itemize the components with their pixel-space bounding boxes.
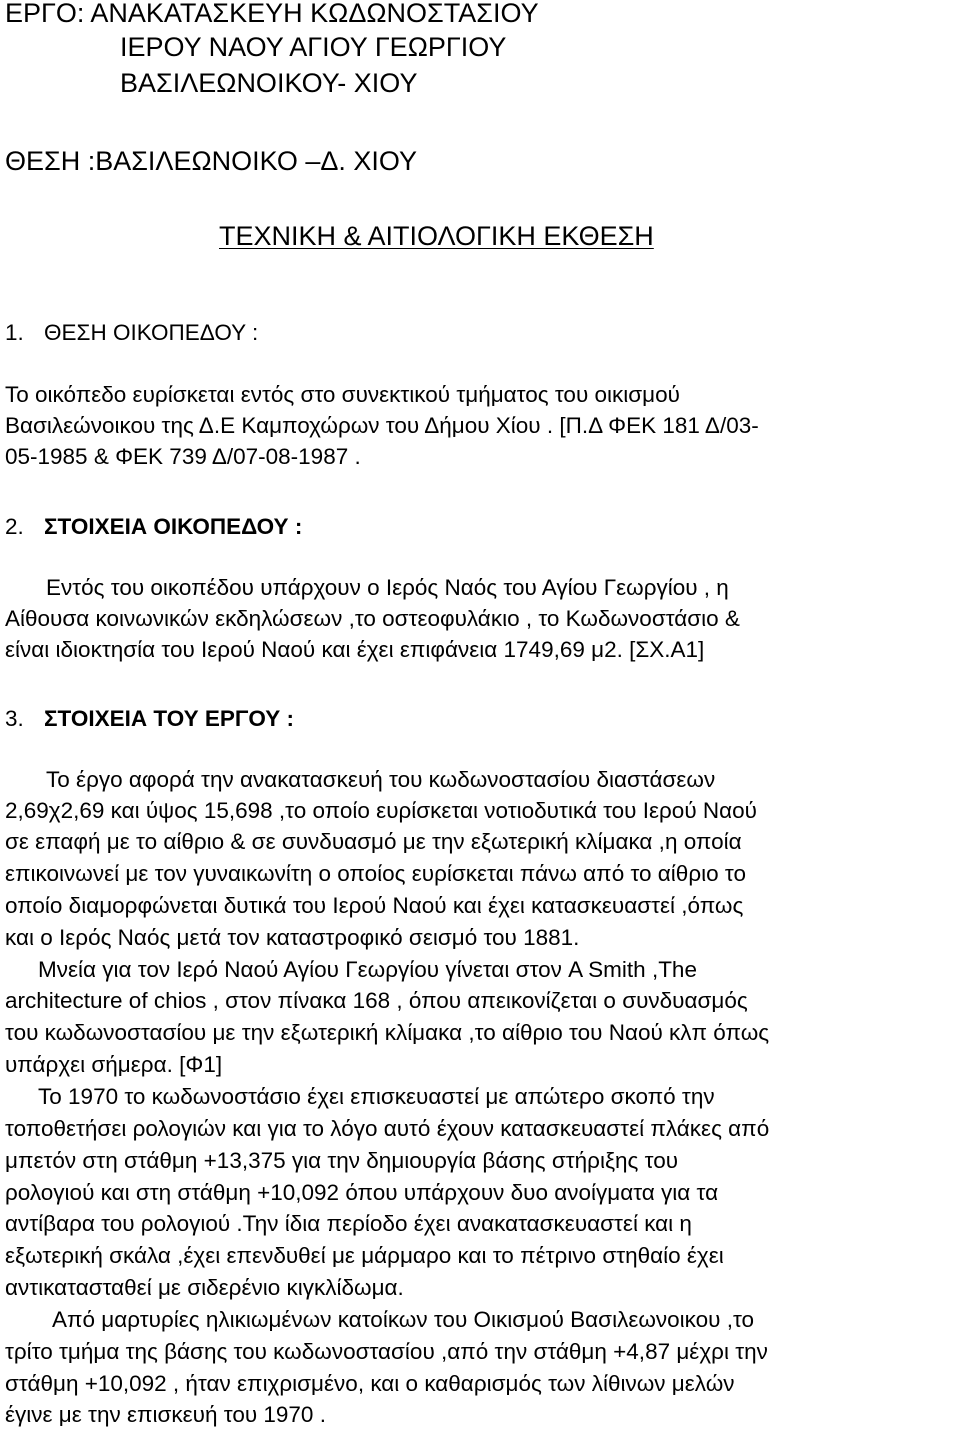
project-title-line-1: ΕΡΓΟ: ΑΝΑΚΑΤΑΣΚΕΥΗ ΚΩΔΩΝΟΣΤΑΣΙΟΥ	[5, 0, 539, 28]
section-1-number: 1.	[5, 320, 24, 345]
section-1-heading	[5, 317, 258, 348]
project-title-line-3: ΒΑΣΙΛΕΩΝΟΙΚΟΥ- ΧΙΟΥ	[120, 68, 418, 98]
project-title-line-2: ΙΕΡΟΥ ΝΑΟΥ ΑΓΙΟΥ ΓΕΩΡΓΙΟΥ	[120, 32, 507, 62]
section-3-line: Από μαρτυρίες ηλικιωμένων κατοίκων του Οικισμού Βασιλεωνοικου ,το	[52, 1307, 755, 1332]
section-3-line: Το έργο αφορά την ανακατασκευή του κωδωνοστασίου διαστάσεων	[46, 767, 716, 792]
section-3-line: τοποθετήσει ρολογιών και για το λόγο αυτό έχουν κατασκευαστεί πλάκες από	[5, 1116, 770, 1141]
section-3-line: στάθμη +10,092 , ήταν επιχρισμένο, και ο καθαρισμός των λίθινων μελών	[5, 1371, 735, 1396]
section-3-heading	[5, 703, 294, 734]
section-2-line: Εντός του οικοπέδου υπάρχουν ο Ιερός Ναός του Αγίου Γεωργίου , η	[46, 575, 729, 600]
section-3-line: Μνεία για τον Ιερό Ναού Αγίου Γεωργίου γίνεται στον A Smith ,The	[38, 957, 697, 982]
section-3-line: αντικατασταθεί με σιδερένιο κιγκλίδωμα.	[5, 1275, 404, 1300]
section-3-line: ρολογιού και στη στάθμη +10,092 όπου υπάρχουν δυο ανοίγματα για τα	[5, 1180, 719, 1205]
report-title: ΤΕΧΝΙΚΗ & ΑΙΤΙΟΛΟΓΙΚΗ ΕΚΘΕΣΗ	[219, 221, 654, 251]
section-3-line: επικοινωνεί με τον γυναικωνίτη ο οποίος ευρίσκεται πάνω από το αίθριο το	[5, 861, 746, 886]
section-3-line: αντίβαρα του ρολογιού .Την ίδια περίοδο έχει ανακατασκευαστεί και η	[5, 1211, 692, 1236]
section-3-title: ΣΤΟΙΧΕΙΑ ΤΟΥ ΕΡΓΟΥ :	[44, 706, 295, 731]
section-3-line: 2,69χ2,69 και ύψος 15,698 ,το οποίο ευρίσκεται νοτιοδυτικά του Ιερού Ναού	[5, 798, 757, 823]
section-3-line: σε επαφή με το αίθριο & σε συνδυασμό με την εξωτερική κλίμακα ,η οποία	[5, 829, 742, 854]
section-2-heading	[5, 511, 302, 542]
section-3-line: του κωδωνοστασίου με την εξωτερική κλίμακα ,το αίθριο του Ναού κλπ όπως	[5, 1020, 770, 1045]
section-3-line: τρίτο τμήμα της βάσης του κωδωνοστασίου ,από την στάθμη +4,87 μέχρι την	[5, 1339, 768, 1364]
section-2-line: είναι ιδιοκτησία του Ιερού Ναού και έχει επιφάνεια 1749,69 μ2. [ΣΧ.Α1]	[5, 637, 705, 662]
section-1-line: Το οικόπεδο ευρίσκεται εντός στο συνεκτικού τμήματος του οικισμού	[5, 382, 680, 407]
section-2-number: 2.	[5, 514, 24, 539]
section-1-line: Βασιλεώνοικου της Δ.Ε Καμποχώρων του Δήμου Χίου . [Π.Δ ΦΕΚ 181 Δ/03-	[5, 413, 759, 438]
section-3-line: μπετόν στη στάθμη +13,375 για την δημιουργία βάσης στήριξης του	[5, 1148, 679, 1173]
section-2-line: Αίθουσα κοινωνικών εκδηλώσεων ,το οστεοφυλάκιο , το Κωδωνοστάσιο &	[5, 606, 740, 631]
section-3-line: υπάρχει σήμερα. [Φ1]	[5, 1052, 223, 1077]
section-3-line: εξωτερική σκάλα ,έχει επενδυθεί με μάρμαρο και το πέτρινο στηθαίο έχει	[5, 1243, 724, 1268]
section-3-line: και ο Ιερός Ναός μετά τον καταστροφικό σεισμό του 1881.	[5, 925, 580, 950]
section-1-line: 05-1985 & ΦΕΚ 739 Δ/07-08-1987 .	[5, 444, 361, 469]
section-3-line: Το 1970 το κωδωνοστάσιο έχει επισκευαστεί με απώτερο σκοπό την	[38, 1084, 715, 1109]
section-3-line: architecture of chios , στον πίνακα 168 , όπου απεικονίζεται ο συνδυασμός	[5, 988, 748, 1013]
section-1-title: ΘΕΣΗ ΟΙΚΟΠΕΔΟΥ :	[44, 320, 259, 345]
section-3-number: 3.	[5, 706, 24, 731]
section-3-line: οποίο διαμορφώνεται δυτικά του Ιερού Ναού και έχει κατασκευαστεί ,όπως	[5, 893, 744, 918]
section-3-line: έγινε με την επισκευή του 1970 .	[5, 1402, 326, 1427]
location-line: ΘΕΣΗ :ΒΑΣΙΛΕΩΝΟΙΚΟ –Δ. ΧΙΟΥ	[5, 146, 418, 176]
section-2-title: ΣΤΟΙΧΕΙΑ ΟΙΚΟΠΕΔΟΥ :	[44, 514, 303, 539]
